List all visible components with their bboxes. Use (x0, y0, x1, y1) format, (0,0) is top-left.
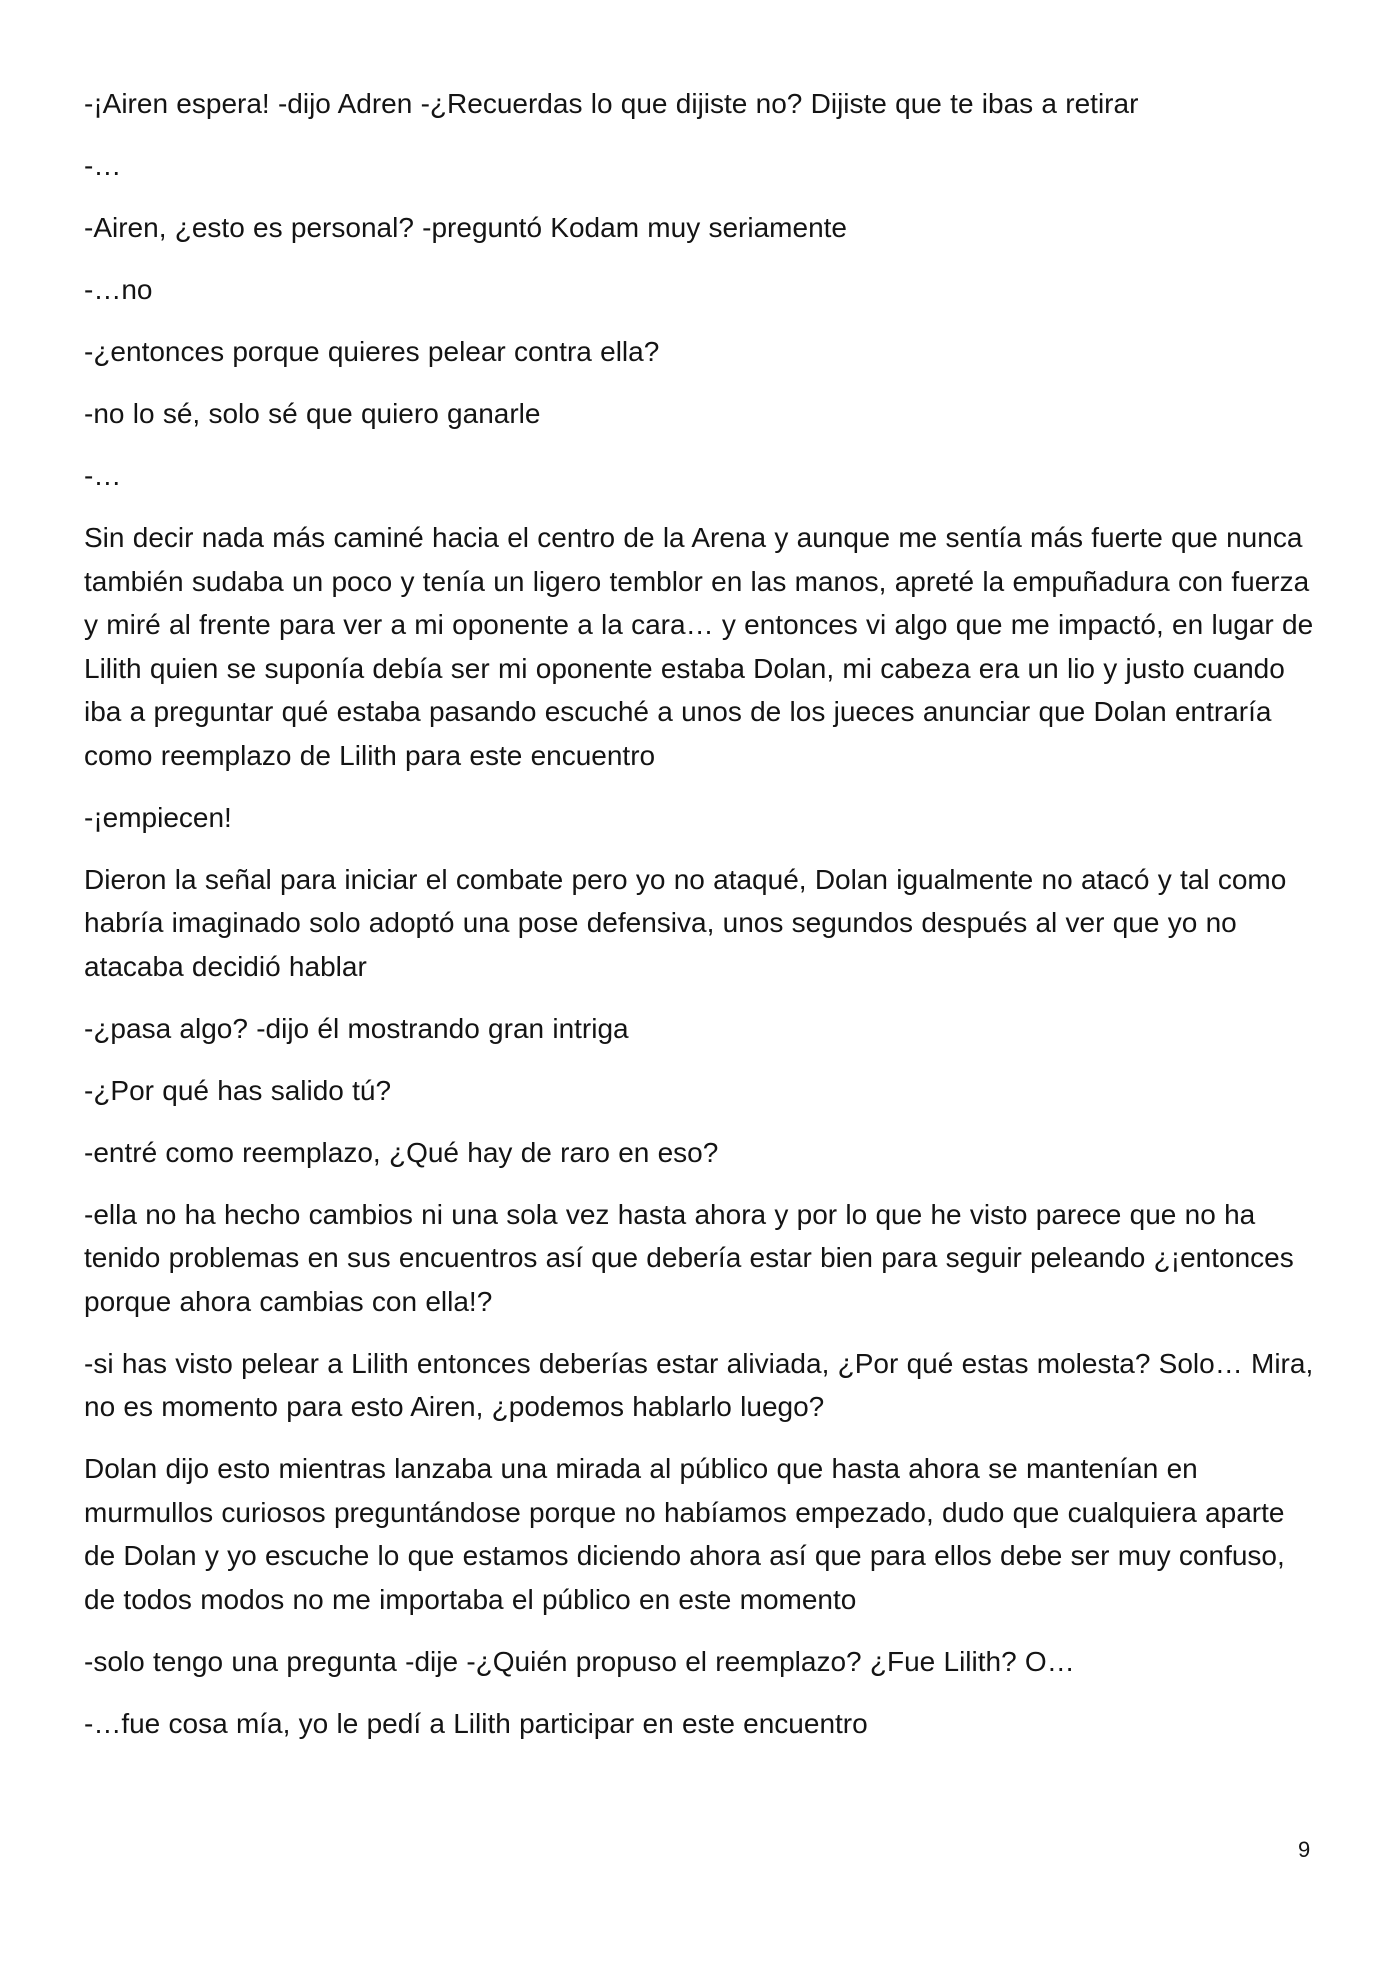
dialogue-line: -si has visto pelear a Lilith entonces deberías estar aliviada, ¿Por qué estas molesta? Solo… Mira, no es momento para esto Airen, ¿podemos hablarlo luego? (84, 1347, 1314, 1422)
dialogue-line: -…fue cosa mía, yo le pedí a Lilith participar en este encuentro (84, 1707, 868, 1739)
dialogue-line: -no lo sé, solo sé que quiero ganarle (84, 398, 541, 429)
dialogue-line: -Airen, ¿esto es personal? -preguntó Kodam muy seriamente (84, 212, 847, 243)
narrative-paragraph: Sin decir nada más caminé hacia el centro de la Arena y aunque me sentía más fuerte que nunca también sudaba un poco y tenía un ligero temblor en las manos, apreté la empuñadura con fuerza y miré al frente para ver a mi oponente a la cara… y entonces vi algo que me impactó, en lugar de Lilith quien se suponía debía ser mi oponente estaba Dolan, mi cabeza era un lio y justo cuando iba a preguntar qué estaba pasando escuché a unos de los jueces anunciar que Dolan entraría como reemplazo de Lilith para este encuentro (84, 522, 1314, 771)
page-number: 9 (1298, 1837, 1311, 1862)
document-body (84, 82, 1316, 1764)
dialogue-line: -¡empiecen! (84, 801, 232, 833)
dialogue-line: -solo tengo una pregunta -dije -¿Quién propuso el reemplazo? ¿Fue Lilith? O… (84, 1645, 1075, 1677)
narrative-paragraph: Dieron la señal para iniciar el combate pero yo no ataqué, Dolan igualmente no atacó y tal como habría imaginado solo adoptó una pose defensiva, unos segundos después al ver que yo no atacaba decidió hablar (84, 863, 1287, 982)
dialogue-line: -¿entonces porque quieres pelear contra ella? (84, 336, 660, 367)
dialogue-line: -¡Airen espera! -dijo Adren -¿Recuerdas lo que dijiste no? Dijiste que te ibas a retirar (84, 88, 1139, 119)
dialogue-line: -entré como reemplazo, ¿Qué hay de raro en eso? (84, 1136, 719, 1168)
dialogue-line: -¿Por qué has salido tú? (84, 1074, 392, 1106)
dialogue-line: -…no (84, 274, 153, 305)
narrative-paragraph: Dolan dijo esto mientras lanzaba una mirada al público que hasta ahora se mantenían en murmullos curiosos preguntándose porque no habíamos empezado, dudo que cualquiera aparte de Dolan y yo escuche lo que estamos diciendo ahora así que para ellos debe ser muy confuso, de todos modos no me importaba el público en este momento (84, 1453, 1285, 1615)
dialogue-line: -¿pasa algo? -dijo él mostrando gran intriga (84, 1012, 629, 1044)
dialogue-line: -ella no ha hecho cambios ni una sola vez hasta ahora y por lo que he visto parece que no ha tenido problemas en sus encuentros así que debería estar bien para seguir peleando ¿¡entonces porque ahora cambias con ella!? (84, 1198, 1294, 1317)
dialogue-line: -… (84, 460, 122, 491)
dialogue-line: -… (84, 150, 122, 181)
